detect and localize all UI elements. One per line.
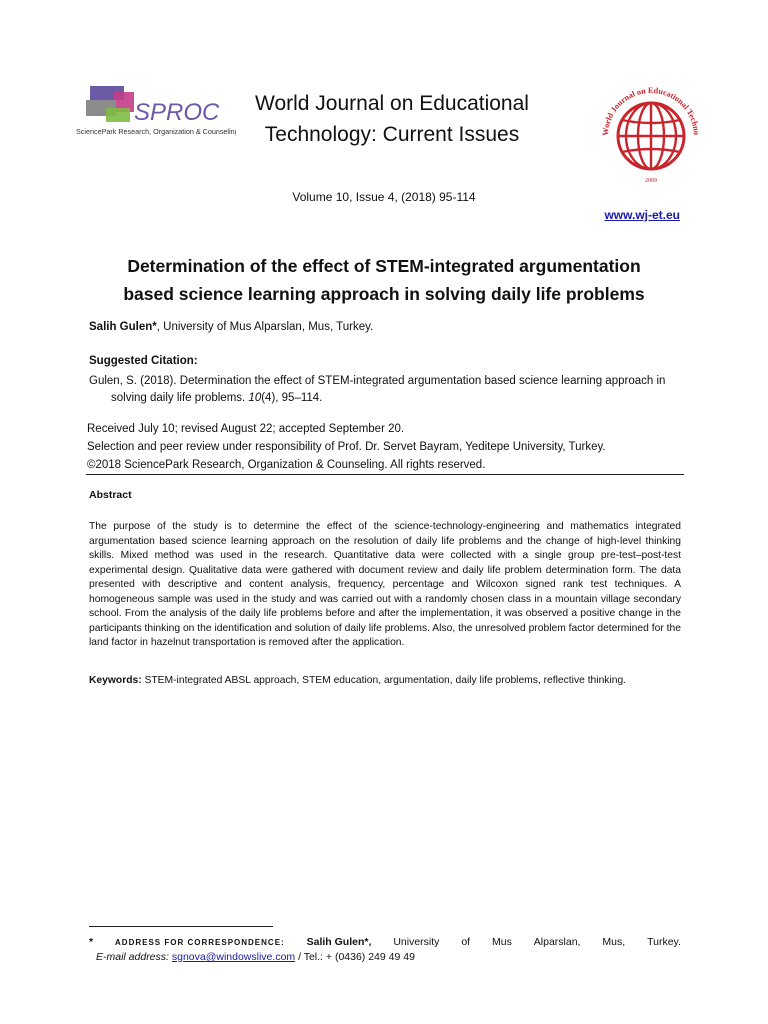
abstract-heading: Abstract xyxy=(89,489,132,501)
copyright-note: ©2018 SciencePark Research, Organization & Counseling. All rights reserved. xyxy=(87,459,486,471)
citation-body xyxy=(89,373,685,407)
footnote-word-1: University xyxy=(393,936,440,948)
footnote-word-6: Turkey. xyxy=(647,936,681,948)
footnote-asterisk: * xyxy=(89,936,94,948)
citation-line1: Gulen, S. (2018). Determination the effect of STEM-integrated argumentation based science learning approach in xyxy=(89,375,666,387)
correspondence-label: ADDRESS FOR CORRESPONDENCE: xyxy=(115,938,285,947)
keywords-label: Keywords: xyxy=(89,675,142,686)
svg-text:World Journal on Educational T xyxy=(596,78,701,136)
author-name: Salih Gulen* xyxy=(89,321,157,333)
paper-title xyxy=(90,252,678,308)
volume-info: Volume 10, Issue 4, (2018) 95-114 xyxy=(292,190,476,204)
correspondence-name: Salih Gulen*, xyxy=(306,936,372,948)
logo-subtitle: SciencePark Research, Organization & Counseling xyxy=(76,127,236,136)
citation-volume: 10 xyxy=(248,392,262,404)
footnote-word-2: of xyxy=(461,936,471,948)
journal-website-link[interactable]: www.wj-et.eu xyxy=(604,208,680,222)
abstract-body: The purpose of the study is to determine the effect of the science-technology-engineering and mathematics integrated argumentation based science learning approach on the resolution of daily life problems and the change of high-level thinking skills. Mixed method was used in the research. Quantitative data were collected with a single group pre-test–post-test experimental design. Qualitative data were gathered with document review and daily life problem determination form. The data presented with descriptive and content analysis, frequency, percentage and Wilcoxon signed rank test techniques. A homogeneous sample was used in the study and was carried out with a randomly chosen class in a mountain village secondary school. From the analysis of the daily life problems before and after the implementation, it was observed a positive change in the participants thinking on the identification and solution of daily life problems. Also, the unresolved problem factor determined for the land factor in hazelnut transportation is removed after the application. xyxy=(89,521,681,648)
journal-seal-globe-icon xyxy=(596,78,706,188)
peer-review-note: Selection and peer review under responsibility of Prof. Dr. Servet Bayram, Yeditepe University, Turkey. xyxy=(87,441,606,453)
citation-heading: Suggested Citation: xyxy=(89,355,198,367)
logo-wordmark: SPROC xyxy=(134,99,220,126)
journal-title-line1: World Journal on Educational xyxy=(255,92,529,115)
paper-title-line1: Determination of the effect of STEM-integrated argumentation xyxy=(127,256,641,276)
seal-year: 2009 xyxy=(645,178,657,184)
footnote-divider xyxy=(89,926,273,927)
received-info xyxy=(87,420,687,474)
footnote-word-3: Mus xyxy=(492,936,512,948)
author-affiliation: , University of Mus Alparslan, Mus, Turkey. xyxy=(156,321,374,333)
publisher-logo xyxy=(76,82,236,144)
email-label: E-mail address: xyxy=(96,951,172,963)
citation-line2 xyxy=(89,390,685,407)
telephone: / Tel.: + (0436) 249 49 49 xyxy=(295,951,415,963)
journal-title-line2: Technology: Current Issues xyxy=(264,123,520,146)
keywords-text: STEM-integrated ABSL approach, STEM education, argumentation, daily life problems, reflective thinking. xyxy=(141,675,627,686)
header-divider xyxy=(86,474,684,475)
citation-line2-pre: solving daily life problems. xyxy=(111,392,249,404)
citation-line2-post: (4), 95–114. xyxy=(261,392,323,404)
email-link[interactable]: sgnova@windowslive.com xyxy=(171,951,296,963)
paper-title-line2: based science learning approach in solving daily life problems xyxy=(123,284,645,304)
keywords xyxy=(89,675,685,686)
journal-title xyxy=(232,88,552,150)
author-line xyxy=(89,321,373,333)
seal-arc-text: World Journal on Educational Techno xyxy=(600,85,702,137)
received-dates: Received July 10; revised August 22; accepted September 20. xyxy=(87,423,405,435)
footnote-word-4: Alparslan, xyxy=(533,936,581,948)
contact-footnote xyxy=(96,951,415,963)
correspondence-footnote xyxy=(89,936,681,948)
footnote-word-5: Mus, xyxy=(602,936,626,948)
